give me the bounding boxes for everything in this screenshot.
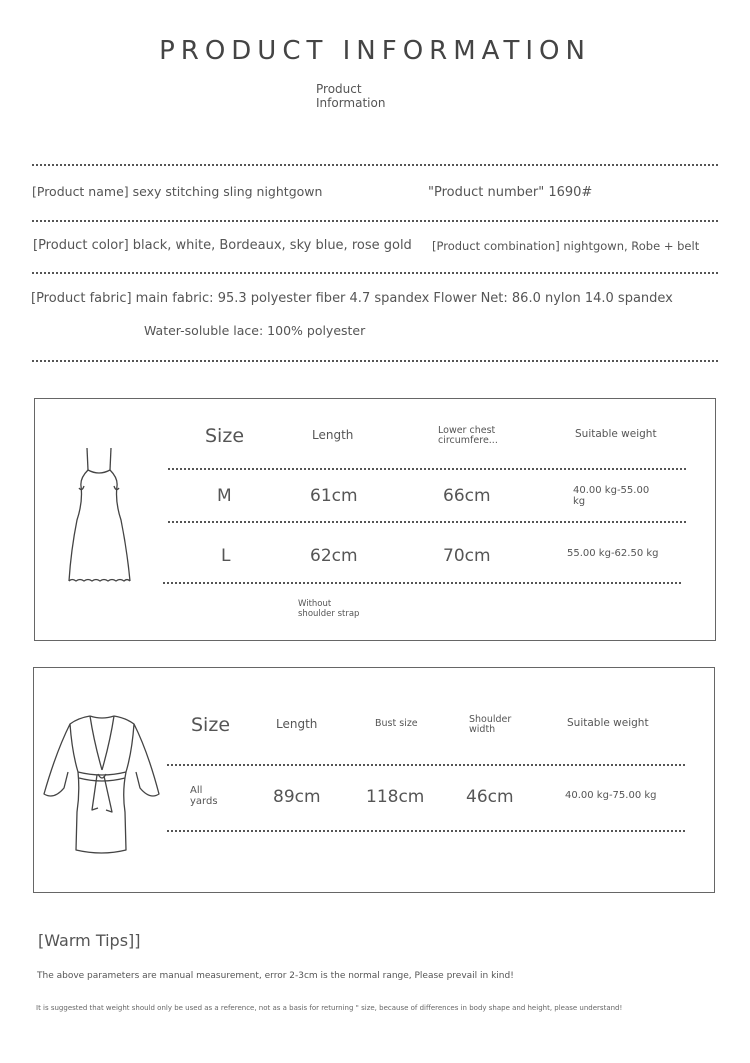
nightgown-chest-header: Lower chest circumfere...: [438, 425, 498, 446]
robe-size-header: Size: [191, 714, 231, 736]
table-cell-length: 89cm: [273, 787, 321, 807]
robe-length-header: Length: [276, 717, 318, 731]
robe-shoulder-header: Shoulder width: [469, 714, 512, 735]
table-cell-chest: 66cm: [443, 486, 491, 506]
robe-weight-header: Suitable weight: [567, 717, 649, 729]
nightgown-illustration: [62, 440, 137, 588]
robe-bust-header: Bust size: [375, 718, 418, 729]
nightgown-weight-header: Suitable weight: [575, 428, 657, 440]
table-divider: [168, 521, 686, 523]
table-cell-weight: 40.00 kg-75.00 kg: [565, 790, 657, 801]
table-cell-shoulder: 46cm: [466, 787, 514, 807]
product-combination: [Product combination] nightgown, Robe + belt: [432, 239, 700, 253]
product-lace: Water-soluble lace: 100% polyester: [144, 323, 366, 338]
table-cell-size: L: [221, 546, 231, 566]
table-divider: [167, 764, 685, 766]
page-title: PRODUCT INFORMATION: [159, 36, 591, 66]
divider: [32, 360, 718, 362]
table-divider: [167, 830, 685, 832]
nightgown-size-header: Size: [205, 425, 245, 447]
table-cell-bust: 118cm: [366, 787, 425, 807]
table-cell-size: All yards: [190, 785, 218, 807]
table-divider: [163, 582, 681, 584]
page-subtitle: Product Information: [316, 82, 386, 110]
table-cell-length: 62cm: [310, 546, 358, 566]
table-cell-length: 61cm: [310, 486, 358, 506]
product-number: "Product number" 1690#: [428, 185, 593, 200]
table-cell-chest: 70cm: [443, 546, 491, 566]
warm-tips-line-1: The above parameters are manual measurement, error 2-3cm is the normal range, Please prevail in kind!: [37, 971, 514, 981]
table-cell-weight: 40.00 kg-55.00 kg: [573, 485, 650, 507]
product-fabric: [Product fabric] main fabric: 95.3 polyester fiber 4.7 spandex Flower Net: 86.0 nylon 14.0 spandex: [31, 291, 673, 306]
product-name: [Product name] sexy stitching sling nightgown: [32, 184, 323, 199]
warm-tips-line-2: It is suggested that weight should only be used as a reference, not as a basis for returning " size, because of differences in body shape and height, please understand!: [36, 1004, 623, 1012]
nightgown-note: Without shoulder strap: [298, 599, 360, 619]
divider: [32, 164, 718, 166]
divider: [32, 220, 718, 222]
table-cell-size: M: [217, 486, 232, 506]
table-cell-weight: 55.00 kg-62.50 kg: [567, 548, 659, 559]
product-color: [Product color] black, white, Bordeaux, sky blue, rose gold: [33, 238, 412, 253]
warm-tips-title: [Warm Tips]]: [38, 931, 141, 950]
table-divider: [168, 468, 686, 470]
divider: [32, 272, 718, 274]
nightgown-length-header: Length: [312, 428, 354, 442]
robe-illustration: [42, 712, 162, 857]
